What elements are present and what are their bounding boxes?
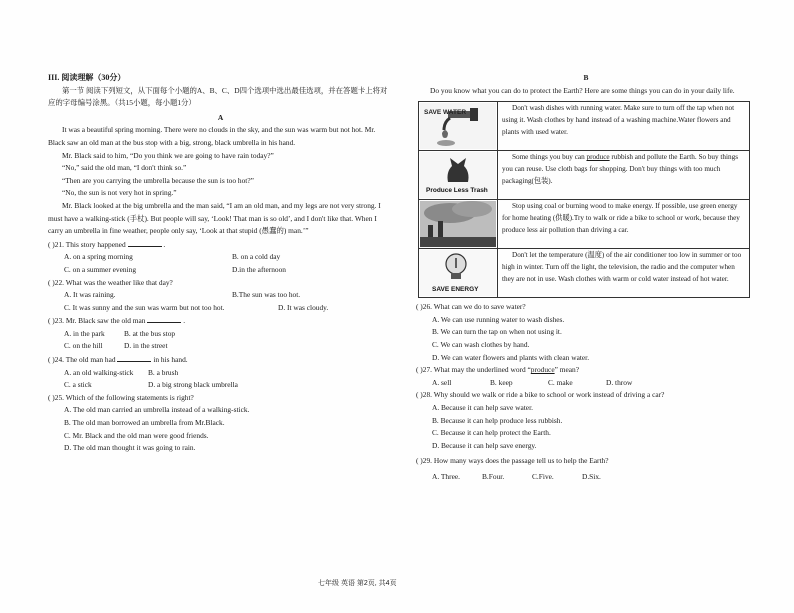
section-title: III. 阅读理解（30分） bbox=[48, 73, 126, 82]
passage-a-label: A bbox=[217, 112, 224, 122]
option-a[interactable]: A. It was raining. bbox=[64, 290, 116, 300]
option-d[interactable]: D. Because it can help save energy. bbox=[432, 440, 537, 450]
question-27 bbox=[416, 364, 756, 377]
tip-text bbox=[498, 151, 750, 200]
question-stem-post: ” mean? bbox=[554, 365, 580, 375]
option-a[interactable]: A. an old walking-stick bbox=[64, 367, 134, 377]
tip-image-cell bbox=[419, 200, 498, 249]
question-24 bbox=[48, 353, 393, 367]
option-b[interactable]: B. The old man borrowed an umbrella from Mr.Black. bbox=[64, 418, 225, 428]
option-a[interactable]: A. on a spring morning bbox=[64, 252, 133, 262]
question-stem-pre: ( )27. What may the underlined word “ bbox=[416, 365, 531, 375]
option-c[interactable]: C. on a summer evening bbox=[64, 264, 137, 274]
tip-text: Stop using coal or burning wood to make energy. If possible, use green energy for home heating (供暖).Try to walk or ride a bike to school or work, because they produce less air pollution than driving a car. bbox=[498, 200, 750, 249]
tip-row bbox=[419, 102, 750, 151]
option-d[interactable]: D. in the street bbox=[124, 341, 168, 351]
option-a[interactable]: A. The old man carried an umbrella instead of a walking-stick. bbox=[64, 405, 250, 415]
question-27-options bbox=[416, 377, 756, 390]
question-26: ( )26. What can we do to save water? bbox=[416, 302, 526, 312]
tip-text-post: rubbish and pollute the Earth. So buy things you can reuse. Use cloth bags for shopping. Don't buy things with too much packaging(包装). bbox=[502, 153, 738, 185]
option-c[interactable]: C. It was sunny and the sun was warm but not too hot. bbox=[64, 302, 225, 312]
option-d[interactable]: D. The old man thought it was going to rain. bbox=[64, 443, 196, 453]
factory-smoke-icon bbox=[420, 201, 496, 247]
tip-image-cell bbox=[419, 249, 498, 298]
question-22: ( )22. What was the weather like that day? bbox=[48, 277, 173, 287]
option-a[interactable]: A. sell bbox=[432, 377, 452, 387]
option-a[interactable]: A. Because it can help save water. bbox=[432, 402, 533, 412]
option-d[interactable]: D. a big strong black umbrella bbox=[148, 380, 238, 390]
underlined-word: produce bbox=[530, 365, 555, 375]
passage-b-intro: Do you know what you can do to protect the Earth? Here are some things you can do in your daily life. bbox=[430, 85, 735, 95]
right-column bbox=[416, 72, 756, 484]
question-29: ( )29. How many ways does the passage tell us to help the Earth? bbox=[416, 456, 609, 466]
option-d[interactable]: D.in the afternoon bbox=[232, 264, 286, 274]
passage-a-paragraph: “No,” said the old man, “I don't think so.” bbox=[62, 163, 187, 173]
answer-blank[interactable] bbox=[147, 314, 181, 323]
underlined-word: produce bbox=[586, 153, 610, 162]
option-a[interactable]: A. We can use running water to wash dishes. bbox=[432, 314, 565, 324]
option-b[interactable]: B. on a cold day bbox=[232, 252, 281, 262]
passage-a-paragraph: It was a beautiful spring morning. There were no clouds in the sky, and the sun was warm but not hot. Mr. Black saw an old man at the bus stop with a big, strong, black umbrella in his hand. bbox=[48, 125, 376, 147]
option-c[interactable]: C. make bbox=[548, 377, 573, 387]
option-c[interactable]: C. on the hill bbox=[64, 341, 103, 351]
option-c[interactable]: C. Mr. Black and the old man were good friends. bbox=[64, 430, 209, 440]
exam-page bbox=[38, 72, 758, 562]
tip-row bbox=[419, 151, 750, 200]
tip-text: Don't wash dishes with running water. Make sure to turn off the tap when not using it. Wash clothes by hand instead of a washing machine.Water flowers and plants with used water. bbox=[498, 102, 750, 151]
answer-blank[interactable] bbox=[128, 238, 162, 247]
tips-table bbox=[418, 101, 750, 298]
section-instructions: 第一节 阅读下列短文，从下面每个小题的A、B、C、D四个选项中选出最佳选项，并在答题卡上将对应的字母编号涂黑。（共15小题，每小题1分） bbox=[48, 85, 388, 108]
passage-a-paragraph: Mr. Black said to him, “Do you think we are going to have rain today?” bbox=[62, 150, 274, 160]
lightbulb-icon bbox=[420, 250, 496, 296]
tip-image-label: SAVE WATER bbox=[424, 109, 467, 117]
option-d[interactable]: D. It was cloudy. bbox=[278, 302, 329, 312]
page-footer: 七年级 英语 第2页, 共4页 bbox=[318, 580, 397, 587]
answer-blank[interactable] bbox=[117, 353, 151, 362]
option-a[interactable]: A. Three. bbox=[432, 471, 460, 481]
question-24-options bbox=[48, 367, 393, 392]
tip-image-cell bbox=[419, 102, 498, 151]
tip-image-label: SAVE ENERGY bbox=[432, 286, 479, 294]
tip-text-pre: Some things you buy can bbox=[512, 153, 587, 162]
tip-image-cell bbox=[419, 151, 498, 200]
question-22-options bbox=[48, 289, 393, 314]
passage-b-label: B bbox=[583, 73, 589, 82]
question-stem: ( )23. Mr. Black saw the old man bbox=[48, 316, 146, 326]
tip-text: Don't let the temperature (温度) of the air conditioner too low in summer or too high in winter. Turn off the light, the television, the radio and the computer when they are not in use. Wash clothes with warm or cold water instead of hot water. bbox=[498, 249, 750, 298]
tip-row bbox=[419, 249, 750, 298]
option-b[interactable]: B. keep bbox=[490, 377, 513, 387]
save-water-icon bbox=[420, 103, 496, 149]
option-c[interactable]: C. a stick bbox=[64, 380, 92, 390]
tip-row bbox=[419, 200, 750, 249]
question-23 bbox=[48, 314, 393, 328]
option-b[interactable]: B.Four. bbox=[482, 471, 505, 481]
option-d[interactable]: D. throw bbox=[606, 377, 633, 387]
question-21 bbox=[48, 238, 393, 252]
question-29-options bbox=[416, 471, 756, 484]
question-23-options bbox=[48, 328, 393, 353]
option-c[interactable]: C. We can wash clothes by hand. bbox=[432, 339, 530, 349]
option-b[interactable]: B. a brush bbox=[148, 367, 179, 377]
question-stem: ( )21. This story happened bbox=[48, 239, 126, 249]
option-b[interactable]: B. We can turn the tap on when not using it. bbox=[432, 327, 562, 337]
option-d[interactable]: D.Six. bbox=[582, 471, 601, 481]
passage-a-paragraph: “Then are you carrying the umbrella because the sun is too hot?” bbox=[62, 175, 254, 185]
passage-a-paragraph: “No, the sun is not very hot in spring.” bbox=[62, 188, 177, 198]
option-a[interactable]: A. in the park bbox=[64, 328, 105, 338]
question-stem-after: . bbox=[163, 239, 166, 249]
option-b[interactable]: B. at the bus stop bbox=[124, 328, 176, 338]
option-c[interactable]: C. Because it can help protect the Earth. bbox=[432, 428, 551, 438]
option-b[interactable]: B. Because it can help produce less rubbish. bbox=[432, 415, 563, 425]
option-d[interactable]: D. We can water flowers and plants with clean water. bbox=[432, 352, 590, 362]
trash-bag-icon bbox=[420, 152, 496, 198]
left-column bbox=[48, 72, 393, 455]
passage-a-paragraph: Mr. Black looked at the big umbrella and the man said, “I am an old man, and my legs are not very strong. I must have a walking-stick (手杖). But people will say, ‘Look! That man is so old’, and I don't like that. When I carry an umbrella in fine weather, people only say, ‘Look at that stupid (愚蠢的) man.’” bbox=[48, 200, 381, 236]
question-stem: ( )24. The old man had bbox=[48, 355, 116, 365]
question-21-options bbox=[48, 251, 393, 276]
tip-image-label: Produce Less Trash bbox=[426, 187, 488, 195]
question-stem-after: in his hand. bbox=[153, 355, 188, 365]
option-c[interactable]: C.Five. bbox=[532, 471, 554, 481]
question-28: ( )28. Why should we walk or ride a bike to school or work instead of driving a car? bbox=[416, 390, 665, 400]
question-25: ( )25. Which of the following statements is right? bbox=[48, 392, 194, 402]
option-b[interactable]: B.The sun was too hot. bbox=[232, 290, 301, 300]
question-stem-after: . bbox=[183, 316, 186, 326]
